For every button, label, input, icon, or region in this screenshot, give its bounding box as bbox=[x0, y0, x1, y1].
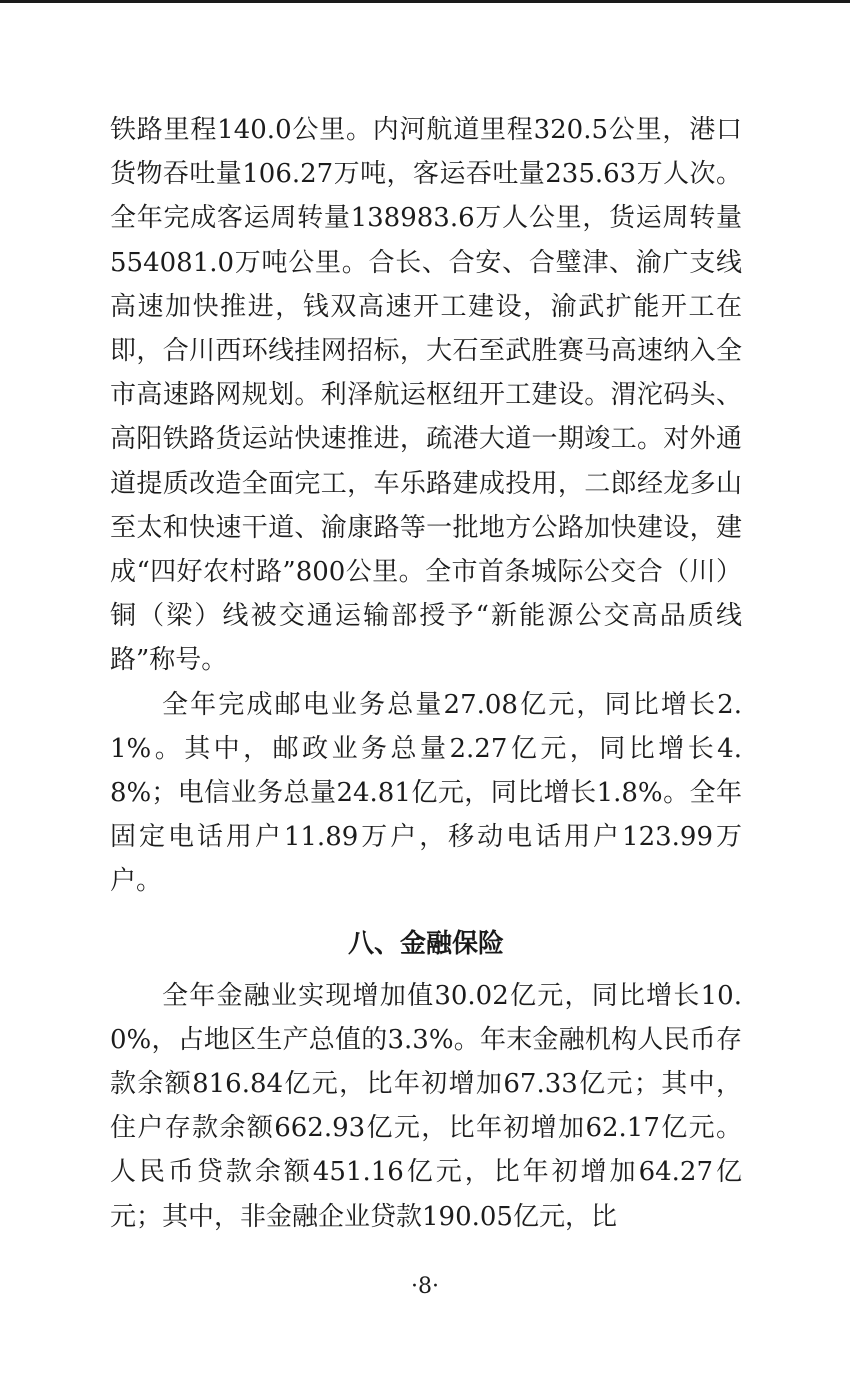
top-border-line bbox=[0, 0, 850, 3]
paragraph-transport: 铁路里程140.0公里。内河航道里程320.5公里，港口货物吞吐量106.27万吨，客运吞吐量235.63万人次。全年完成客运周转量138983.6万人公里，货运周转量554081.0万吨公里。合长、合安、合璧津、渝广支线高速加快推进，钱双高速开工建设，渝武扩能开工在即，合川西环线挂网招标，大石至武胜赛马高速纳入全市高速路网规划。利泽航运枢纽开工建设。渭沱码头、高阳铁路货运站快速推进，疏港大道一期竣工。对外通道提质改造全面完工，车乐路建成投用，二郎经龙多山至太和快速干道、渝康路等一批地方公路加快建设，建成“四好农村路”800公里。全市首条城际公交合（川）铜（梁）线被交通运输部授予“新能源公交高品质线路”称号。 bbox=[110, 115, 742, 676]
page-number: ·8· bbox=[411, 1274, 439, 1299]
section-title-finance: 八、金融保险 bbox=[347, 928, 504, 959]
page-body bbox=[110, 108, 742, 1239]
paragraph-finance: 全年金融业实现增加值30.02亿元，同比增长10.0%，占地区生产总值的3.3%。年末金融机构人民币存款余额816.84亿元，比年初增加67.33亿元；其中，住户存款余额662.93亿元，比年初增加62.17亿元。人民币贷款余额451.16亿元，比年初增加64.27亿元；其中，非金融企业贷款190.05亿元，比 bbox=[110, 980, 742, 1232]
paragraph-post-telecom: 全年完成邮电业务总量27.08亿元，同比增长2.1%。其中，邮政业务总量2.27亿元，同比增长4.8%；电信业务总量24.81亿元，同比增长1.8%。全年固定电话用户11.89万户，移动电话用户123.99万户。 bbox=[110, 689, 742, 897]
